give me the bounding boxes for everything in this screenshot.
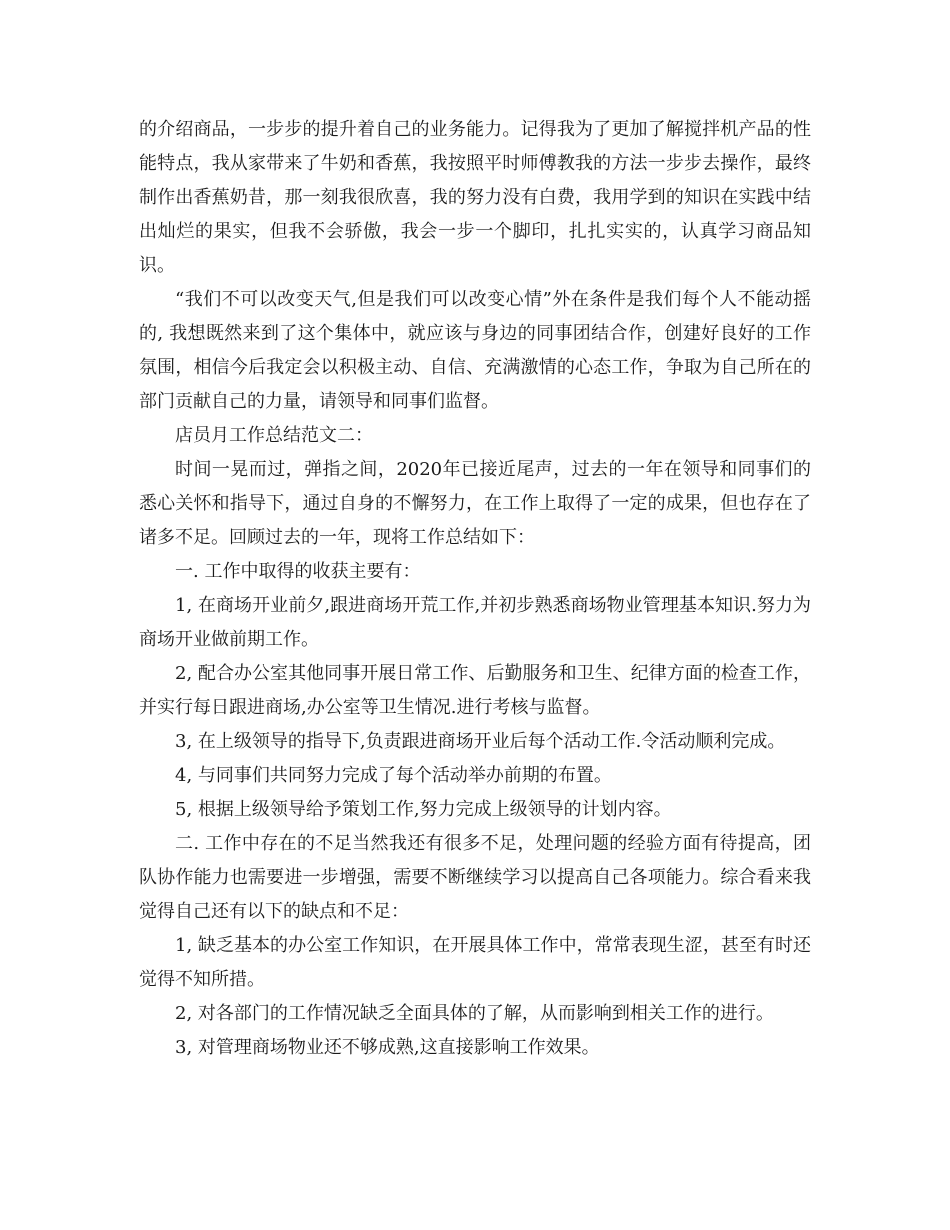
- list-item: 4, 与同事们共同努力完成了每个活动举办前期的布置。: [175, 765, 612, 786]
- list-item: 3, 在上级领导的指导下,负责跟进商场开业后每个活动工作.令活动顺利完成。: [175, 731, 786, 752]
- list-item: 5, 根据上级领导给予策划工作,努力完成上级领导的计划内容。: [175, 799, 672, 820]
- section-heading: 店员月工作总结范文二：: [175, 425, 373, 446]
- paragraph-intro: 时间一晃而过，弹指之间，2020年已接近尾声，过去的一年在领导和同事们的悉心关怀和指导下，通过自身的不懈努力，在工作上取得了一定的成果，但也存在了诸多不足。回顾过去的一年，现将工作总结如下：: [139, 459, 811, 548]
- paragraph-continuation: 的介绍商品，一步步的提升着自己的业务能力。记得我为了更加了解搅拌机产品的性能特点，我从家带来了牛奶和香蕉，我按照平时师傅教我的方法一步步去操作，最终制作出香蕉奶昔，那一刻我很欣喜，我的努力没有白费，我用学到的知识在实践中结出灿烂的果实，但我不会骄傲，我会一步一个脚印，扎扎实实的，认真学习商品知识。: [139, 119, 811, 276]
- list-item: 3, 对管理商场物业还不够成熟,这直接影响工作效果。: [175, 1037, 600, 1058]
- list-item: 1, 缺乏基本的办公室工作知识，在开展具体工作中，常常表现生涩，甚至有时还觉得不知所措。: [139, 935, 811, 990]
- list-item: 1, 在商场开业前夕,跟进商场开荒工作,并初步熟悉商场物业管理基本知识.努力为商场开业做前期工作。: [139, 595, 811, 650]
- subheading-gains: 一. 工作中取得的收获主要有：: [175, 561, 421, 582]
- document-body: [139, 113, 811, 1065]
- list-item: 2, 对各部门的工作情况缺乏全面具体的了解，从而影响到相关工作的进行。: [175, 1003, 774, 1024]
- list-item: 2, 配合办公室其他同事开展日常工作、后勤服务和卫生、纪律方面的检查工作，并实行每日跟进商场,办公室等卫生情况.进行考核与监督。: [139, 663, 811, 718]
- paragraph-quote: “我们不可以改变天气,但是我们可以改变心情”外在条件是我们每个人不能动摇的, 我想既然来到了这个集体中，就应该与身边的同事团结合作，创建好良好的工作氛围，相信今后我定会以积极主动、自信、充满激情的心态工作，争取为自己所在的部门贡献自己的力量，请领导和同事们监督。: [139, 289, 811, 412]
- subheading-shortcomings: 二. 工作中存在的不足当然我还有很多不足，处理问题的经验方面有待提高，团队协作能力也需要进一步增强，需要不断继续学习以提高自己各项能力。综合看来我觉得自己还有以下的缺点和不足：: [139, 833, 811, 922]
